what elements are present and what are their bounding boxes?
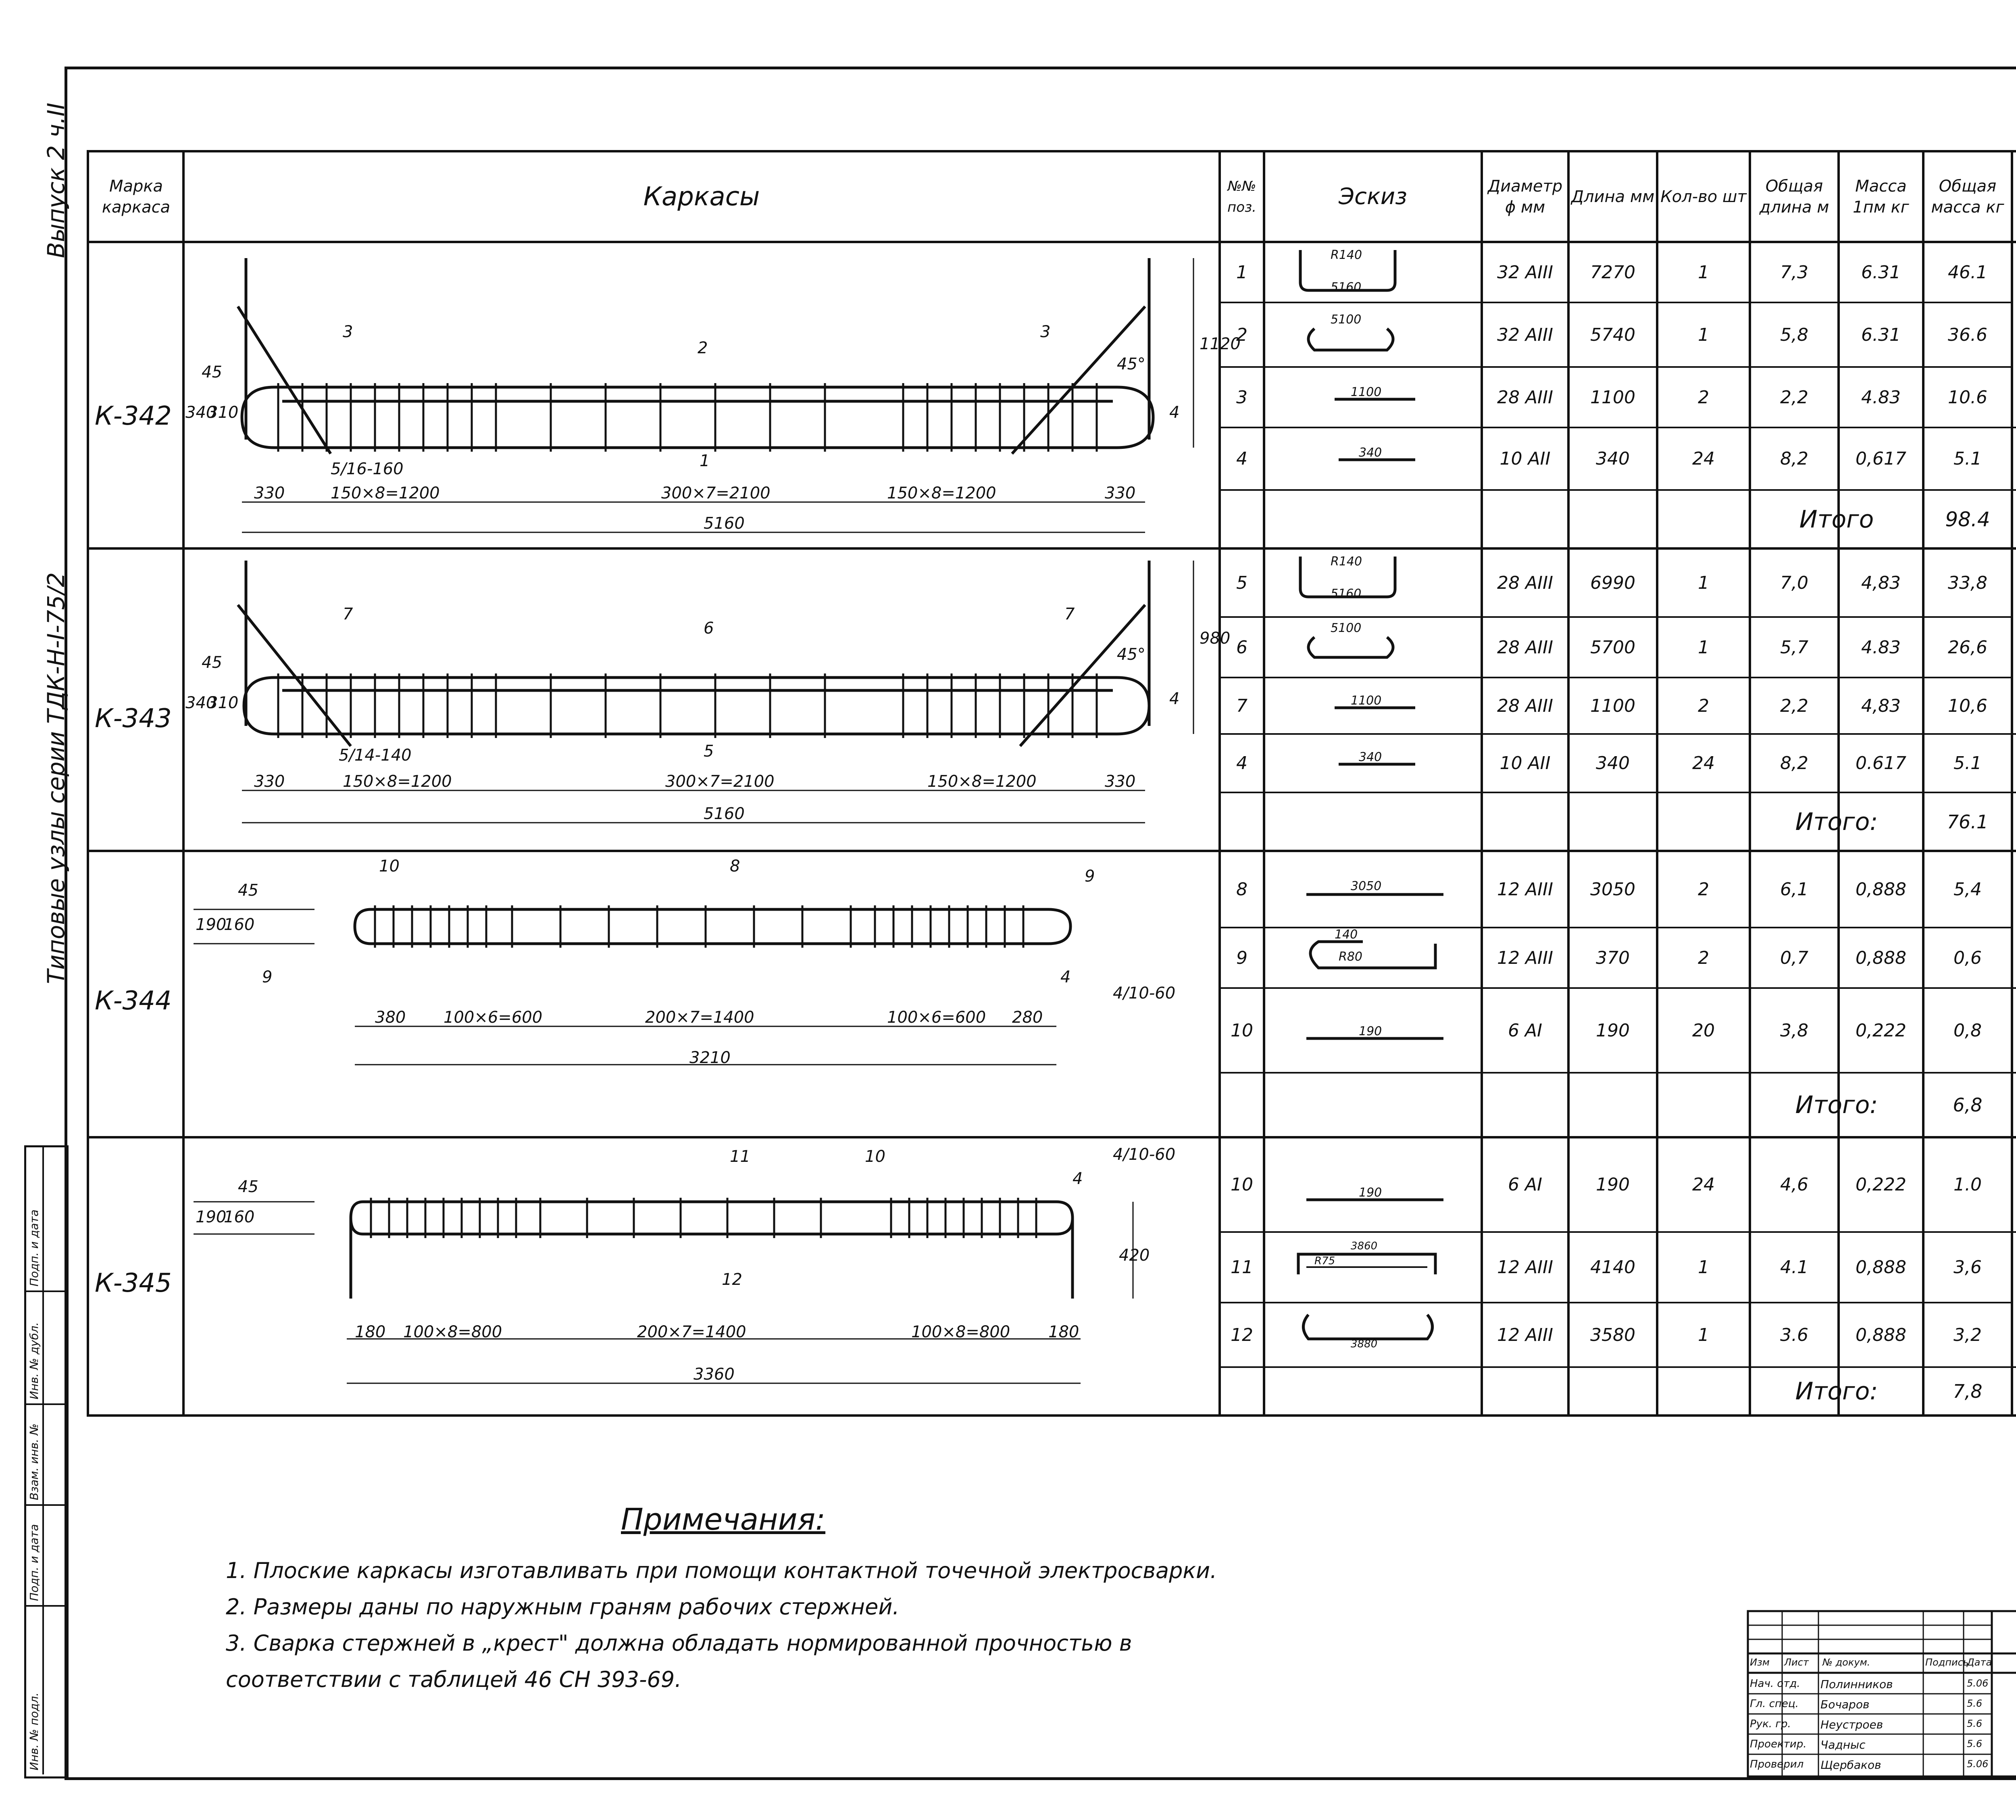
k342-dim: 330: [254, 484, 285, 502]
k345-dim: 160: [224, 1208, 255, 1226]
table-row-qty: 1: [1698, 262, 1709, 283]
table-row-pos: 1: [1236, 262, 1248, 283]
title-name: Неустроев: [1820, 1718, 1883, 1731]
table-row-qty: 2: [1698, 947, 1709, 968]
table-row-mass-pm: 0,888: [1856, 1257, 1906, 1278]
k344-dim: 200×7=1400: [645, 1008, 754, 1027]
table-row-mass-pm: 0,888: [1856, 879, 1906, 900]
table-row-mass-pm: 0.617: [1856, 753, 1906, 773]
k344-dim: 45: [238, 881, 258, 900]
k343-pos-label: 7: [343, 605, 353, 623]
k342-pos-label: 4: [1169, 403, 1180, 422]
table-row-total-length: 2,2: [1780, 695, 1808, 716]
table-row-qty: 24: [1692, 753, 1715, 773]
sketch-label: 5160: [1331, 280, 1362, 294]
k342-dim: 310: [208, 403, 239, 422]
k343-dim: 45: [202, 653, 222, 672]
sketch-label: 1100: [1351, 694, 1382, 708]
table-row-total-mass: 5.1: [1954, 753, 1982, 773]
k342-angle: 45°: [1117, 355, 1145, 373]
table-row-mass-pm: 6.31: [1861, 262, 1901, 283]
table-row-diam: 28 AIII: [1497, 572, 1553, 593]
k342-dim: 330: [1105, 484, 1136, 502]
table-row-total-mass: 0,6: [1954, 947, 1982, 968]
k342-dim: 150×8=1200: [887, 484, 996, 502]
title-name: Бочаров: [1820, 1698, 1870, 1711]
k345-weld: 4/10-60: [1113, 1145, 1176, 1164]
table-row-pos: 7: [1236, 695, 1248, 716]
table-row-pos: 5: [1236, 572, 1248, 593]
sketch-label: 3860: [1351, 1240, 1378, 1252]
k343-pos-label: 5: [704, 742, 714, 761]
total-label: Итого: [1799, 505, 1874, 534]
k345-dim: 45: [238, 1178, 258, 1196]
title-date: 5.6: [1967, 1738, 1983, 1749]
table-row-total-mass: 10.6: [1948, 387, 1987, 408]
k342-dim: 340: [185, 403, 217, 422]
table-row-length: 7270: [1590, 262, 1635, 283]
title-date: 5.06: [1967, 1758, 1989, 1770]
table-row-mass-pm: 0,888: [1856, 947, 1906, 968]
sketch-label: 190: [1359, 1186, 1382, 1200]
title-col-head: № докум.: [1822, 1657, 1870, 1668]
table-row-diam: 12 AIII: [1497, 947, 1553, 968]
table-row-total-length: 2,2: [1780, 387, 1808, 408]
k343-dim: 150×8=1200: [343, 772, 452, 791]
table-row-length: 1100: [1590, 387, 1635, 408]
frame-mark-k344: К-344: [95, 986, 172, 1016]
table-row-diam: 12 AIII: [1497, 879, 1553, 900]
note-item: 1. Плоские каркасы изготавливать при помощи контактной точечной электросварки.: [226, 1558, 1217, 1583]
title-name: Чадныс: [1820, 1738, 1866, 1751]
table-row-mass-pm: 4,83: [1861, 572, 1901, 593]
k345-dim: 180: [1048, 1323, 1079, 1341]
table-row-pos: 12: [1231, 1324, 1253, 1345]
table-row-mass-pm: 4,83: [1861, 695, 1901, 716]
table-row-total-mass: 0,8: [1954, 1020, 1982, 1041]
table-row-mass-pm: 4.83: [1861, 387, 1901, 408]
k342-weld: 5/16-160: [331, 460, 404, 478]
table-row-length: 3050: [1590, 879, 1635, 900]
table-row-length: 6990: [1590, 572, 1635, 593]
frame-mark-k343: К-343: [95, 704, 172, 734]
sketch-label: R140: [1331, 555, 1362, 569]
table-row-diam: 6 AI: [1508, 1020, 1543, 1041]
table-row-length: 190: [1596, 1020, 1630, 1041]
sketch-label: 5160: [1331, 587, 1362, 601]
stamp-sign2: Подп. и дата: [27, 1209, 41, 1286]
header-frames: Каркасы: [643, 181, 760, 212]
table-row-pos: 4: [1236, 448, 1248, 469]
table-row-total-length: 4.1: [1780, 1257, 1808, 1278]
sketch-label: 5100: [1331, 313, 1362, 327]
k342-pos-label: 3: [343, 323, 353, 341]
header-length: Длина мм: [1571, 187, 1655, 206]
table-row-qty: 1: [1698, 637, 1709, 658]
k343-weld: 5/14-140: [339, 746, 412, 765]
table-row-total-length: 6,1: [1780, 879, 1808, 900]
frame-mark-k342: К-342: [95, 401, 172, 431]
k345-dim: 100×8=800: [911, 1323, 1010, 1341]
stamp-dup: Инв. № дубл.: [27, 1322, 41, 1399]
header-sketch: Эскиз: [1339, 183, 1407, 210]
k344-pos-label: 9: [1085, 867, 1095, 886]
table-row-length: 5740: [1590, 324, 1635, 345]
header-mass-pm: Масса 1пм кг: [1853, 177, 1909, 217]
table-row-diam: 28 AIII: [1497, 387, 1553, 408]
k344-weld: 4/10-60: [1113, 984, 1176, 1003]
table-row-mass-pm: 0,888: [1856, 1324, 1906, 1345]
title-date: 5.6: [1967, 1698, 1983, 1709]
title-col-head: Подпись: [1925, 1657, 1969, 1668]
k342-dim: 45: [202, 363, 222, 382]
k344-pos-label: 4: [1060, 968, 1071, 986]
header-pos: №№ поз.: [1227, 178, 1256, 215]
k342-pos-label: 1: [700, 452, 710, 470]
sketch-label: 190: [1359, 1024, 1382, 1038]
table-row-pos: 2: [1236, 324, 1248, 345]
k343-angle: 45°: [1117, 645, 1145, 664]
k345-total: 3360: [694, 1365, 735, 1384]
table-row-mass-pm: 0,222: [1856, 1174, 1906, 1195]
table-row-total-mass: 46.1: [1948, 262, 1987, 283]
k343-total: 5160: [704, 805, 745, 823]
sketch-label: 3880: [1351, 1338, 1378, 1350]
header-qty: Кол-во шт: [1660, 187, 1747, 206]
table-row-pos: 10: [1231, 1174, 1253, 1195]
k343-dim: 330: [254, 772, 285, 791]
k344-dim: 190: [196, 915, 227, 934]
sketch-label: 140: [1335, 928, 1358, 942]
table-row-total-mass: 36.6: [1948, 324, 1987, 345]
table-row-diam: 10 AII: [1500, 448, 1551, 469]
table-row-diam: 12 AIII: [1497, 1324, 1553, 1345]
sketch-label: 340: [1359, 750, 1382, 764]
total-label: Итого:: [1795, 1377, 1878, 1405]
table-row-mass-pm: 6.31: [1861, 324, 1901, 345]
table-row-qty: 1: [1698, 572, 1709, 593]
table-row-diam: 32 AIII: [1497, 262, 1553, 283]
total-value: 98.4: [1945, 507, 1990, 531]
title-col-head: Изм: [1750, 1657, 1770, 1668]
issue-label: Выпуск 2 ч.II: [42, 102, 70, 258]
table-row-length: 190: [1596, 1174, 1630, 1195]
k344-dim: 100×6=600: [444, 1008, 543, 1027]
table-row-length: 4140: [1590, 1257, 1635, 1278]
header-diam: Диаметр ϕ мм: [1487, 177, 1563, 217]
k343-dim: 300×7=2100: [665, 772, 775, 791]
title-name: Полинников: [1820, 1678, 1893, 1691]
table-row-total-length: 5,7: [1780, 637, 1808, 658]
table-row-qty: 2: [1698, 387, 1709, 408]
k345-dim: 100×8=800: [403, 1323, 502, 1341]
k344-total: 3210: [689, 1049, 731, 1067]
k343-dim: 330: [1105, 772, 1136, 791]
table-row-pos: 8: [1236, 879, 1248, 900]
table-row-total-length: 3.6: [1780, 1324, 1808, 1345]
table-row-pos: 11: [1231, 1257, 1253, 1278]
table-row-length: 3580: [1590, 1324, 1635, 1345]
k342-dim: 150×8=1200: [331, 484, 440, 502]
title-role: Проверил: [1750, 1758, 1804, 1770]
k342-height: 1120: [1200, 335, 1241, 353]
k342-pos-label: 3: [1040, 323, 1051, 341]
table-row-diam: 32 AIII: [1497, 324, 1553, 345]
table-row-qty: 24: [1692, 1174, 1715, 1195]
table-row-total-length: 7,3: [1780, 262, 1808, 283]
k345-pos-label: 10: [865, 1147, 885, 1166]
stamp-replace: Взам. инв. №: [27, 1423, 41, 1500]
table-row-diam: 10 AII: [1500, 753, 1551, 773]
sketch-label: R80: [1339, 950, 1363, 964]
table-row-total-length: 8,2: [1780, 448, 1808, 469]
table-row-pos: 4: [1236, 753, 1248, 773]
k344-dim: 100×6=600: [887, 1008, 986, 1027]
table-row-total-mass: 3,2: [1954, 1324, 1982, 1345]
table-row-mass-pm: 4.83: [1861, 637, 1901, 658]
k343-height: 980: [1200, 629, 1231, 648]
table-row-length: 5700: [1590, 637, 1635, 658]
table-row-qty: 20: [1692, 1020, 1715, 1041]
title-role: Проектир.: [1750, 1738, 1807, 1750]
table-row-total-length: 3,8: [1780, 1020, 1808, 1041]
sketch-label: R140: [1331, 248, 1362, 262]
title-col-head: Лист: [1784, 1657, 1809, 1668]
title-date: 5.06: [1967, 1678, 1989, 1689]
title-date: 5.6: [1967, 1718, 1983, 1729]
k344-dim: 380: [375, 1008, 406, 1027]
frame-mark-k345: К-345: [95, 1268, 172, 1298]
total-label: Итого:: [1795, 1091, 1878, 1119]
title-role: Гл. спец.: [1750, 1698, 1799, 1710]
header-total-mass: Общая масса кг: [1931, 177, 2004, 217]
k345-dim: 190: [196, 1208, 227, 1226]
table-row-diam: 12 AIII: [1497, 1257, 1553, 1278]
table-row-pos: 10: [1231, 1020, 1253, 1041]
k344-pos-label: 10: [379, 857, 400, 876]
table-row-total-length: 8,2: [1780, 753, 1808, 773]
table-row-total-mass: 26,6: [1948, 637, 1987, 658]
k345-pos-label: 12: [722, 1270, 742, 1289]
note-item: 3. Сварка стержней в „крест" должна обладать нормированной прочностью в: [226, 1630, 1132, 1656]
table-row-pos: 9: [1236, 947, 1248, 968]
k344-pos-label: 8: [730, 857, 740, 876]
title-role: Нач. отд.: [1750, 1678, 1800, 1690]
k344-dim: 160: [224, 915, 255, 934]
table-row-total-mass: 33,8: [1948, 572, 1987, 593]
sketch-label: 340: [1359, 446, 1382, 460]
k345-pos-label: 11: [730, 1147, 750, 1166]
table-row-mass-pm: 0,222: [1856, 1020, 1906, 1041]
table-row-qty: 1: [1698, 324, 1709, 345]
table-row-diam: 28 AIII: [1497, 695, 1553, 716]
k344-dim: 280: [1012, 1008, 1043, 1027]
total-value: 7,8: [1953, 1380, 1983, 1402]
stamp-sign: Подп. и дата: [27, 1524, 41, 1601]
table-row-total-mass: 1.0: [1954, 1174, 1982, 1195]
table-row-qty: 24: [1692, 448, 1715, 469]
table-row-total-length: 0,7: [1780, 947, 1808, 968]
table-row-total-mass: 10,6: [1948, 695, 1987, 716]
total-label: Итого:: [1795, 807, 1878, 836]
table-row-total-mass: 3,6: [1954, 1257, 1982, 1278]
k342-dim: 300×7=2100: [661, 484, 771, 502]
sketch-label: 5100: [1331, 621, 1362, 635]
table-row-total-mass: 5,4: [1954, 879, 1982, 900]
k342-total: 5160: [704, 514, 745, 533]
table-row-total-length: 7,0: [1780, 572, 1808, 593]
note-item: 2. Размеры даны по наружным граням рабочих стержней.: [226, 1594, 900, 1620]
table-row-pos: 6: [1236, 637, 1248, 658]
k345-pos-label: 4: [1073, 1170, 1083, 1188]
k343-dim: 310: [208, 694, 239, 712]
k343-pos-label: 4: [1169, 690, 1180, 708]
table-row-qty: 2: [1698, 879, 1709, 900]
table-row-diam: 28 AIII: [1497, 637, 1553, 658]
table-row-total-mass: 5.1: [1954, 448, 1982, 469]
table-row-qty: 2: [1698, 695, 1709, 716]
k343-dim: 150×8=1200: [927, 772, 1037, 791]
series-label: Типовые узлы серии ТДК-Н-I-75/2: [42, 572, 70, 984]
title-name: Щербаков: [1820, 1758, 1881, 1772]
k345-height: 420: [1119, 1246, 1150, 1265]
header-mark: Марка каркаса: [102, 177, 171, 217]
k343-pos-label: 6: [704, 619, 714, 638]
sketch-label: 1100: [1351, 385, 1382, 399]
k343-pos-label: 7: [1064, 605, 1075, 623]
title-col-head: Дата: [1967, 1657, 1992, 1668]
stamp-inv: Инв. № подл.: [27, 1692, 41, 1770]
k345-dim: 200×7=1400: [637, 1323, 746, 1341]
title-role: Рук. гр.: [1750, 1718, 1791, 1730]
table-row-total-length: 4,6: [1780, 1174, 1808, 1195]
total-value: 76.1: [1947, 811, 1989, 833]
table-row-length: 370: [1596, 947, 1630, 968]
table-row-pos: 3: [1236, 387, 1248, 408]
table-row-qty: 1: [1698, 1324, 1709, 1345]
table-row-diam: 6 AI: [1508, 1174, 1543, 1195]
k342-pos-label: 2: [698, 339, 708, 357]
table-row-length: 1100: [1590, 695, 1635, 716]
notes-title: Примечания:: [621, 1502, 826, 1537]
table-row-length: 340: [1596, 753, 1630, 773]
table-row-qty: 1: [1698, 1257, 1709, 1278]
header-total-length: Общая длина м: [1759, 177, 1829, 217]
table-row-mass-pm: 0,617: [1856, 448, 1906, 469]
k343-dim: 340: [185, 694, 217, 712]
k344-pos-label: 9: [262, 968, 273, 986]
table-row-length: 340: [1596, 448, 1630, 469]
table-row-total-length: 5,8: [1780, 324, 1808, 345]
note-item: соответствии с таблицей 46 СН 393-69.: [226, 1667, 682, 1692]
sketch-label: R75: [1314, 1255, 1335, 1267]
k345-dim: 180: [355, 1323, 386, 1341]
total-value: 6,8: [1953, 1094, 1983, 1116]
sketch-label: 3050: [1351, 879, 1382, 893]
